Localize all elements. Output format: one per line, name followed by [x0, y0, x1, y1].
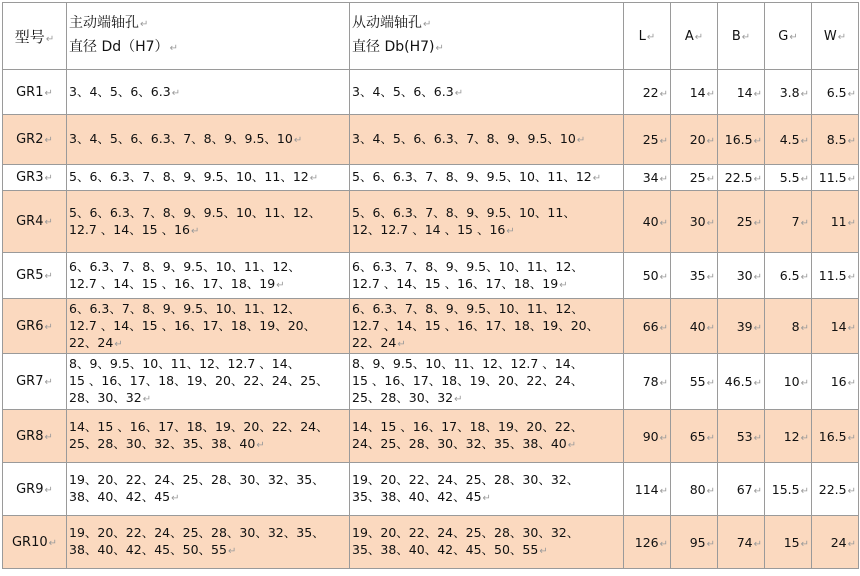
return-arrow-icon: ↵ — [454, 87, 464, 99]
driven-bore-cell-line: 22、24↵ — [352, 334, 406, 350]
driven-bore-cell — [350, 191, 624, 253]
return-arrow-icon: ↵ — [293, 135, 303, 146]
return-arrow-icon: ↵ — [48, 537, 58, 549]
table-row — [3, 253, 859, 299]
driven-bore-cell-line: 3、4、5、6、6.3、7、8、9、9.5、10↵ — [352, 131, 586, 146]
header-driven-bore-line2: 直径 Db(H7)↵ — [352, 39, 444, 55]
table-row — [3, 115, 859, 165]
return-arrow-icon: ↵ — [800, 272, 809, 283]
return-arrow-icon: ↵ — [659, 322, 668, 334]
dim-G-cell: 4.5↵ — [765, 115, 812, 165]
return-arrow-icon: ↵ — [706, 88, 715, 100]
return-arrow-icon: ↵ — [847, 174, 856, 185]
driven-bore-cell-line: 35、38、40、42、45↵ — [352, 489, 491, 504]
dim-W-cell: 8.5↵ — [812, 115, 859, 165]
return-arrow-icon: ↵ — [706, 218, 715, 229]
return-arrow-icon: ↵ — [753, 538, 762, 550]
drive-bore-cell-line: 3、4、5、6、6.3↵ — [69, 83, 181, 99]
driven-bore-cell — [350, 253, 624, 299]
drive-bore-cell-line: 25、28、30、32、35、38、40↵ — [69, 436, 265, 451]
return-arrow-icon: ↵ — [847, 378, 856, 389]
driven-bore-cell — [350, 165, 624, 191]
dim-B-cell: 67↵ — [718, 463, 765, 516]
return-arrow-icon: ↵ — [482, 493, 491, 504]
header-W: W↵ — [812, 3, 859, 70]
return-arrow-icon: ↵ — [706, 322, 715, 334]
driven-bore-cell-line: 12、12.7 、14 、15 、16↵ — [352, 221, 515, 237]
dim-G-cell: 15↵ — [765, 516, 812, 569]
return-arrow-icon: ↵ — [753, 218, 762, 229]
table-row — [3, 165, 859, 191]
return-arrow-icon: ↵ — [454, 394, 463, 405]
return-arrow-icon: ↵ — [44, 321, 53, 333]
return-arrow-icon: ↵ — [753, 88, 762, 100]
return-arrow-icon: ↵ — [741, 31, 751, 43]
model-cell: GR8↵ — [3, 410, 67, 463]
drive-bore-cell-line: 22、24↵ — [69, 334, 123, 350]
drive-bore-cell — [67, 70, 350, 115]
return-arrow-icon: ↵ — [837, 31, 847, 43]
return-arrow-icon: ↵ — [171, 493, 180, 504]
driven-bore-cell — [350, 410, 624, 463]
dim-W-cell: 22.5↵ — [812, 463, 859, 516]
dim-L-cell: 90↵ — [624, 410, 671, 463]
table-row — [3, 410, 859, 463]
driven-bore-cell-line: 15 、16、17、18、19、20、22、24、 — [352, 373, 584, 388]
return-arrow-icon: ↵ — [847, 272, 856, 283]
drive-bore-cell-line: 6、6.3、7、8、9、9.5、10、11、12、 — [69, 300, 301, 316]
coupling-spec-table — [2, 2, 859, 569]
return-arrow-icon: ↵ — [659, 88, 668, 100]
drive-bore-cell-line: 38、40、42、45↵ — [69, 489, 180, 504]
dim-G-cell: 15.5↵ — [765, 463, 812, 516]
driven-bore-cell-line: 19、20、22、24、25、28、30、32、 — [352, 472, 580, 487]
dim-L-cell: 114↵ — [624, 463, 671, 516]
drive-bore-cell-line: 3、4、5、6、6.3、7、8、9、9.5、10↵ — [69, 131, 303, 146]
driven-bore-cell-line: 5、6、6.3、7、8、9、9.5、10、11、12↵ — [352, 169, 602, 184]
dim-W-cell: 16.5↵ — [812, 410, 859, 463]
return-arrow-icon: ↵ — [659, 485, 668, 497]
return-arrow-icon: ↵ — [847, 485, 856, 497]
dim-L-cell: 78↵ — [624, 354, 671, 410]
return-arrow-icon: ↵ — [753, 432, 762, 444]
dim-A-cell: 30↵ — [671, 191, 718, 253]
return-arrow-icon: ↵ — [847, 218, 856, 229]
header-driven-bore-line1: 从动端轴孔↵ — [352, 15, 432, 31]
header-drive-bore-line1: 主动端轴孔↵ — [69, 15, 149, 31]
return-arrow-icon: ↵ — [847, 136, 856, 147]
drive-bore-cell-line: 19、20、22、24、25、28、30、32、35、 — [69, 472, 325, 487]
dim-A-cell: 80↵ — [671, 463, 718, 516]
return-arrow-icon: ↵ — [659, 218, 668, 229]
dim-G-cell: 8↵ — [765, 299, 812, 354]
dim-L-cell: 66↵ — [624, 299, 671, 354]
header-G: G↵ — [765, 3, 812, 70]
table-row — [3, 299, 859, 354]
return-arrow-icon: ↵ — [191, 225, 200, 237]
return-arrow-icon: ↵ — [800, 485, 809, 497]
header-B: B↵ — [718, 3, 765, 70]
drive-bore-cell-line: 38、40、42、45、50、55↵ — [69, 542, 237, 557]
dim-B-cell: 22.5↵ — [718, 165, 765, 191]
return-arrow-icon: ↵ — [44, 271, 53, 282]
drive-bore-cell — [67, 354, 350, 410]
header-drive-bore — [67, 3, 350, 70]
drive-bore-cell-line: 6、6.3、7、8、9、9.5、10、11、12、 — [69, 258, 301, 274]
return-arrow-icon: ↵ — [706, 136, 715, 147]
return-arrow-icon: ↵ — [800, 538, 809, 550]
return-arrow-icon: ↵ — [706, 174, 715, 185]
dim-W-cell: 6.5↵ — [812, 70, 859, 115]
dim-A-cell: 65↵ — [671, 410, 718, 463]
return-arrow-icon: ↵ — [506, 225, 515, 237]
return-arrow-icon: ↵ — [706, 432, 715, 444]
driven-bore-cell-line: 14、15 、16、17、18、19、20、22、 — [352, 419, 584, 434]
dim-B-cell: 53↵ — [718, 410, 765, 463]
drive-bore-cell — [67, 165, 350, 191]
dim-B-cell: 16.5↵ — [718, 115, 765, 165]
drive-bore-cell-line: 5、6、6.3、7、8、9、9.5、10、11、12、 — [69, 204, 322, 220]
driven-bore-cell-line: 6、6.3、7、8、9、9.5、10、11、12、 — [352, 258, 584, 274]
drive-bore-cell — [67, 115, 350, 165]
drive-bore-cell — [67, 191, 350, 253]
return-arrow-icon: ↵ — [847, 322, 856, 334]
driven-bore-cell — [350, 115, 624, 165]
model-cell: GR1↵ — [3, 70, 67, 115]
return-arrow-icon: ↵ — [847, 88, 856, 100]
return-arrow-icon: ↵ — [646, 31, 656, 43]
dim-A-cell: 40↵ — [671, 299, 718, 354]
return-arrow-icon: ↵ — [114, 338, 123, 350]
drive-bore-cell-line: 12.7 、14、15 、16、17、18、19↵ — [69, 275, 285, 291]
dim-L-cell: 25↵ — [624, 115, 671, 165]
dim-L-cell: 40↵ — [624, 191, 671, 253]
model-cell: GR6↵ — [3, 299, 67, 354]
return-arrow-icon: ↵ — [753, 174, 762, 185]
return-arrow-icon: ↵ — [659, 432, 668, 444]
driven-bore-cell — [350, 354, 624, 410]
dim-G-cell: 12↵ — [765, 410, 812, 463]
drive-bore-cell — [67, 463, 350, 516]
dim-B-cell: 30↵ — [718, 253, 765, 299]
drive-bore-cell-line: 14、15 、16、17、18、19、20、22、24、 — [69, 419, 329, 434]
header-driven-bore — [350, 3, 624, 70]
return-arrow-icon: ↵ — [44, 217, 53, 228]
driven-bore-cell-line: 3、4、5、6、6.3↵ — [352, 83, 464, 99]
dim-B-cell: 74↵ — [718, 516, 765, 569]
return-arrow-icon: ↵ — [706, 538, 715, 550]
dim-G-cell: 3.8↵ — [765, 70, 812, 115]
model-cell: GR10↵ — [3, 516, 67, 569]
drive-bore-cell-line: 8、9、9.5、10、11、12、12.7 、14、 — [69, 356, 301, 371]
return-arrow-icon: ↵ — [227, 546, 237, 557]
driven-bore-cell — [350, 299, 624, 354]
return-arrow-icon: ↵ — [539, 546, 548, 557]
return-arrow-icon: ↵ — [397, 338, 406, 350]
header-row — [3, 3, 859, 70]
driven-bore-cell-line: 35、38、40、42、45、50、55↵ — [352, 542, 548, 557]
dim-A-cell: 35↵ — [671, 253, 718, 299]
return-arrow-icon: ↵ — [753, 378, 762, 389]
driven-bore-cell-line: 19、20、22、24、25、28、30、32、 — [352, 525, 580, 540]
header-model: 型号↵ — [3, 3, 67, 70]
return-arrow-icon: ↵ — [706, 272, 715, 283]
return-arrow-icon: ↵ — [435, 43, 444, 54]
return-arrow-icon: ↵ — [800, 378, 809, 389]
return-arrow-icon: ↵ — [753, 485, 762, 497]
return-arrow-icon: ↵ — [659, 538, 668, 550]
dim-B-cell: 25↵ — [718, 191, 765, 253]
model-cell: GR5↵ — [3, 253, 67, 299]
dim-G-cell: 7↵ — [765, 191, 812, 253]
model-cell: GR7↵ — [3, 354, 67, 410]
table-row — [3, 463, 859, 516]
dim-W-cell: 24↵ — [812, 516, 859, 569]
dim-W-cell: 11↵ — [812, 191, 859, 253]
return-arrow-icon: ↵ — [800, 136, 809, 147]
drive-bore-cell — [67, 516, 350, 569]
return-arrow-icon: ↵ — [44, 87, 53, 99]
driven-bore-cell-line: 24、25、28、30、32、35、38、40↵ — [352, 436, 577, 451]
return-arrow-icon: ↵ — [789, 31, 798, 43]
model-cell: GR3↵ — [3, 165, 67, 191]
return-arrow-icon: ↵ — [847, 432, 856, 444]
return-arrow-icon: ↵ — [753, 322, 762, 334]
dim-B-cell: 46.5↵ — [718, 354, 765, 410]
return-arrow-icon: ↵ — [44, 377, 53, 388]
driven-bore-cell-line: 8、9、9.5、10、11、12、12.7 、14、 — [352, 356, 584, 371]
drive-bore-cell-line: 15 、16、17、18、19、20、22、24、25、 — [69, 373, 329, 388]
return-arrow-icon: ↵ — [423, 19, 432, 30]
drive-bore-cell-line: 12.7 、14、15 、16、17、18、19、20、 — [69, 317, 317, 333]
return-arrow-icon: ↵ — [169, 43, 178, 54]
return-arrow-icon: ↵ — [800, 88, 809, 100]
return-arrow-icon: ↵ — [44, 484, 53, 496]
return-arrow-icon: ↵ — [706, 378, 715, 389]
return-arrow-icon: ↵ — [659, 174, 668, 185]
driven-bore-cell-line: 6、6.3、7、8、9、9.5、10、11、12、 — [352, 300, 584, 316]
dim-G-cell: 10↵ — [765, 354, 812, 410]
return-arrow-icon: ↵ — [753, 272, 762, 283]
drive-bore-cell-line: 28、30、32↵ — [69, 390, 152, 405]
dim-A-cell: 20↵ — [671, 115, 718, 165]
driven-bore-cell-line: 25、28、30、32↵ — [352, 390, 463, 405]
dim-A-cell: 55↵ — [671, 354, 718, 410]
return-arrow-icon: ↵ — [44, 431, 53, 443]
table-body — [3, 70, 859, 569]
return-arrow-icon: ↵ — [800, 322, 809, 334]
table-row — [3, 191, 859, 253]
driven-bore-cell-line: 5、6、6.3、7、8、9、9.5、10、11、 — [352, 204, 576, 220]
dim-A-cell: 25↵ — [671, 165, 718, 191]
header-A: A↵ — [671, 3, 718, 70]
drive-bore-cell — [67, 253, 350, 299]
drive-bore-cell-line: 12.7 、14、15 、16↵ — [69, 221, 200, 237]
return-arrow-icon: ↵ — [576, 135, 586, 146]
driven-bore-cell — [350, 463, 624, 516]
return-arrow-icon: ↵ — [140, 19, 149, 30]
dim-G-cell: 6.5↵ — [765, 253, 812, 299]
return-arrow-icon: ↵ — [559, 279, 568, 291]
header-drive-bore-line2: 直径 Dd（H7）↵ — [69, 39, 178, 55]
dim-G-cell: 5.5↵ — [765, 165, 812, 191]
return-arrow-icon: ↵ — [706, 485, 715, 497]
dim-A-cell: 14↵ — [671, 70, 718, 115]
driven-bore-cell-line: 12.7 、14、15 、16、17、18、19↵ — [352, 275, 568, 291]
dim-L-cell: 22↵ — [624, 70, 671, 115]
model-cell: GR2↵ — [3, 115, 67, 165]
dim-B-cell: 39↵ — [718, 299, 765, 354]
table-row — [3, 516, 859, 569]
return-arrow-icon: ↵ — [694, 31, 704, 43]
return-arrow-icon: ↵ — [44, 173, 53, 184]
return-arrow-icon: ↵ — [659, 272, 668, 283]
dim-W-cell: 11.5↵ — [812, 253, 859, 299]
model-cell: GR9↵ — [3, 463, 67, 516]
table-row — [3, 354, 859, 410]
return-arrow-icon: ↵ — [567, 440, 577, 451]
dim-W-cell: 14↵ — [812, 299, 859, 354]
return-arrow-icon: ↵ — [142, 394, 152, 405]
return-arrow-icon: ↵ — [171, 87, 181, 99]
return-arrow-icon: ↵ — [309, 173, 319, 184]
return-arrow-icon: ↵ — [276, 279, 285, 291]
return-arrow-icon: ↵ — [45, 33, 55, 45]
return-arrow-icon: ↵ — [800, 174, 809, 185]
dim-L-cell: 50↵ — [624, 253, 671, 299]
return-arrow-icon: ↵ — [659, 378, 668, 389]
drive-bore-cell — [67, 410, 350, 463]
dim-L-cell: 34↵ — [624, 165, 671, 191]
return-arrow-icon: ↵ — [800, 218, 809, 229]
drive-bore-cell-line: 19、20、22、24、25、28、30、32、35、 — [69, 525, 325, 540]
return-arrow-icon: ↵ — [256, 440, 265, 451]
driven-bore-cell-line: 12.7 、14、15 、16、17、18、19、20、 — [352, 317, 600, 333]
return-arrow-icon: ↵ — [44, 135, 53, 146]
table-row — [3, 70, 859, 115]
return-arrow-icon: ↵ — [592, 173, 602, 184]
drive-bore-cell — [67, 299, 350, 354]
dim-A-cell: 95↵ — [671, 516, 718, 569]
driven-bore-cell — [350, 70, 624, 115]
return-arrow-icon: ↵ — [753, 136, 762, 147]
return-arrow-icon: ↵ — [847, 538, 856, 550]
return-arrow-icon: ↵ — [800, 432, 809, 444]
drive-bore-cell-line: 5、6、6.3、7、8、9、9.5、10、11、12↵ — [69, 169, 319, 184]
dim-W-cell: 11.5↵ — [812, 165, 859, 191]
dim-B-cell: 14↵ — [718, 70, 765, 115]
return-arrow-icon: ↵ — [659, 136, 668, 147]
model-cell: GR4↵ — [3, 191, 67, 253]
dim-L-cell: 126↵ — [624, 516, 671, 569]
dim-W-cell: 16↵ — [812, 354, 859, 410]
header-L: L↵ — [624, 3, 671, 70]
driven-bore-cell — [350, 516, 624, 569]
